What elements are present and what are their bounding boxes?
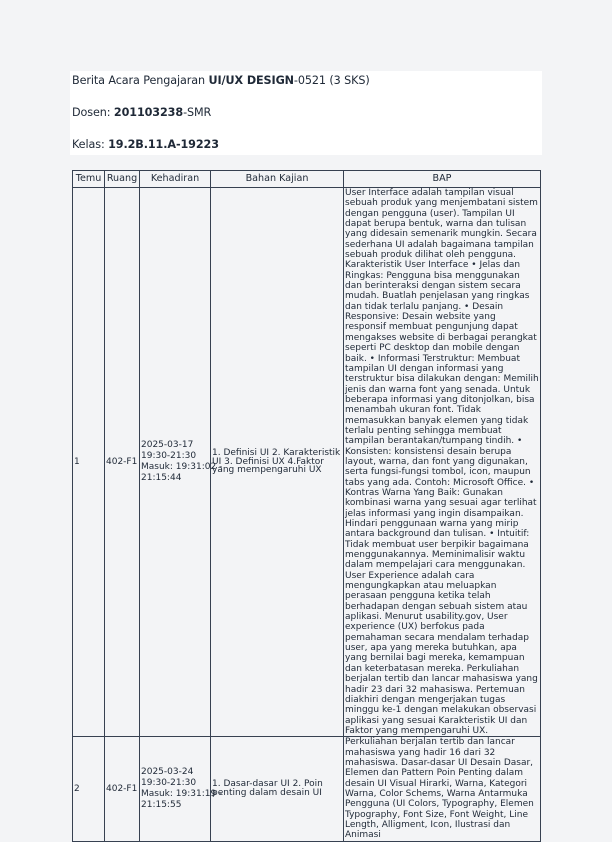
class-label: Kelas: (72, 138, 109, 151)
check-in-time: Masuk: 19:31:02 - (141, 462, 223, 473)
lecturer-line (72, 106, 211, 120)
session-date: 2025-03-24 (141, 766, 194, 777)
column-header-temu: Temu (73, 171, 105, 188)
session-time: 19:30-21:30 (141, 451, 197, 462)
column-header-bahan-kajian: Bahan Kajian (211, 171, 344, 188)
column-header-bap: BAP (344, 171, 541, 188)
table-header-row (73, 171, 541, 188)
session-date: 2025-03-17 (141, 440, 194, 451)
cell-bahan-kajian: 1. Definisi UI 2. Karakteristik UI 3. Definisi UX 4.Faktor yang mempengaruhi UX (211, 188, 344, 737)
cell-ruang: 402-F1 (105, 737, 140, 841)
cell-temu: 1 (73, 188, 105, 737)
check-in-time: Masuk: 19:31:19 - (141, 788, 223, 799)
check-out-time: 21:15:44 (141, 473, 182, 484)
bap-table (72, 170, 541, 842)
cell-kehadiran (140, 737, 223, 841)
lecturer-suffix: -SMR (183, 106, 212, 119)
cell-kehadiran (140, 188, 223, 737)
class-line (72, 138, 219, 152)
cell-temu: 2 (73, 737, 105, 841)
check-out-time: 21:15:55 (141, 799, 182, 810)
course-name: UI/UX DESIGN (208, 74, 294, 87)
cell-bahan-kajian: 1. Dasar-dasar UI 2. Poin penting dalam desain UI (211, 737, 344, 841)
session-time: 19:30-21:30 (141, 777, 197, 788)
course-code: -0521 (3 SKS) (293, 74, 370, 87)
table-row (73, 737, 541, 841)
title-prefix: Berita Acara Pengajaran (72, 74, 209, 87)
lecturer-label: Dosen: (72, 106, 114, 119)
lecturer-id: 201103238 (113, 106, 184, 119)
class-value: 19.2B.11.A-19223 (108, 138, 219, 151)
header-box (70, 71, 542, 155)
column-header-kehadiran: Kehadiran (140, 171, 211, 188)
column-header-ruang: Ruang (105, 171, 140, 188)
cell-bap: User Interface adalah tampilan visual sebuah produk yang menjembatani sistem dengan pengguna (user). Tampilan UI dapat berupa bentuk, warna dan tulisan yang didesain semenarik mungkin. Secara sederhana UI adalah bagaimana tampilan sebuah produk dilihat oleh pengguna. Karakteristik User Interface • Jelas dan Ringkas: Pengguna bisa menggunakan dan berinteraksi dengan sistem secara mudah. Buatlah penjelasan yang ringkas dan tidak terlalu panjang. • Desain Responsive: Desain website yang responsif membuat pengunjung dapat mengakses website di berbagai perangkat seperti PC desktop dan mobile dengan baik. • Informasi Terstruktur: Membuat tampilan UI dengan informasi yang terstruktur bisa dilakukan dengan: Memilih jenis dan warna font yang senada. Untuk beberapa informasi yang ditonjolkan, bisa menambah ukuran font. Tidak memasukkan banyak elemen yang tidak terlalu penting sehingga membuat tampilan berantakan/tumpang tindih. • Konsisten: konsistensi desain berupa layout, warna, dan font yang digunakan, serta fungsi-fungsi tombol, icon, maupun tabs yang ada. Contoh: Microsoft Office. • Kontras Warna Yang Baik: Gunakan kombinasi warna yang sesuai agar terlihat jelas informasi yang ingin disampaikan. Hindari penggunaan warna yang mirip antara background dan tulisan. • Intuitif: Tidak membuat user berpikir bagaimana menggunakannya. Meminimalisir waktu dalam mempelajari cara menggunakan. User Experience adalah cara mengungkapkan atau meluapkan perasaan pengguna ketika telah berhadapan dengan sebuah sistem atau aplikasi. Menurut usability.gov, User experience (UX) berfokus pada pemahaman secara mendalam terhadap user, apa yang mereka butuhkan, apa yang bernilai bagi mereka, kemampuan dan keterbatasan mereka. Perkuliahan berjalan tertib dan lancar mahasiswa yang hadir 23 dari 32 mahasiswa. Pertemuan diakhiri dengan mengerjakan tugas minggu ke-1 dengan melakukan observasi aplikasi yang sesuai Karakteristik UI dan Faktor yang mempengaruhi UX. (345, 188, 539, 736)
table-row (73, 188, 541, 737)
cell-ruang: 402-F1 (105, 188, 140, 737)
cell-bap: Perkuliahan berjalan tertib dan lancar mahasiswa yang hadir 16 dari 32 mahasiswa. Dasar-dasar UI Desain Dasar, Elemen dan Pattern Poin Penting dalam desain UI Visual Hirarki, Warna, Kategori Warna, Color Schems, Warna Antarmuka Pengguna (UI Colors, Typography, Elemen Typography, Font Size, Font Weight, Line Length, Alligment, Icon, Ilustrasi dan Animasi (344, 737, 541, 841)
page-title (72, 74, 370, 88)
